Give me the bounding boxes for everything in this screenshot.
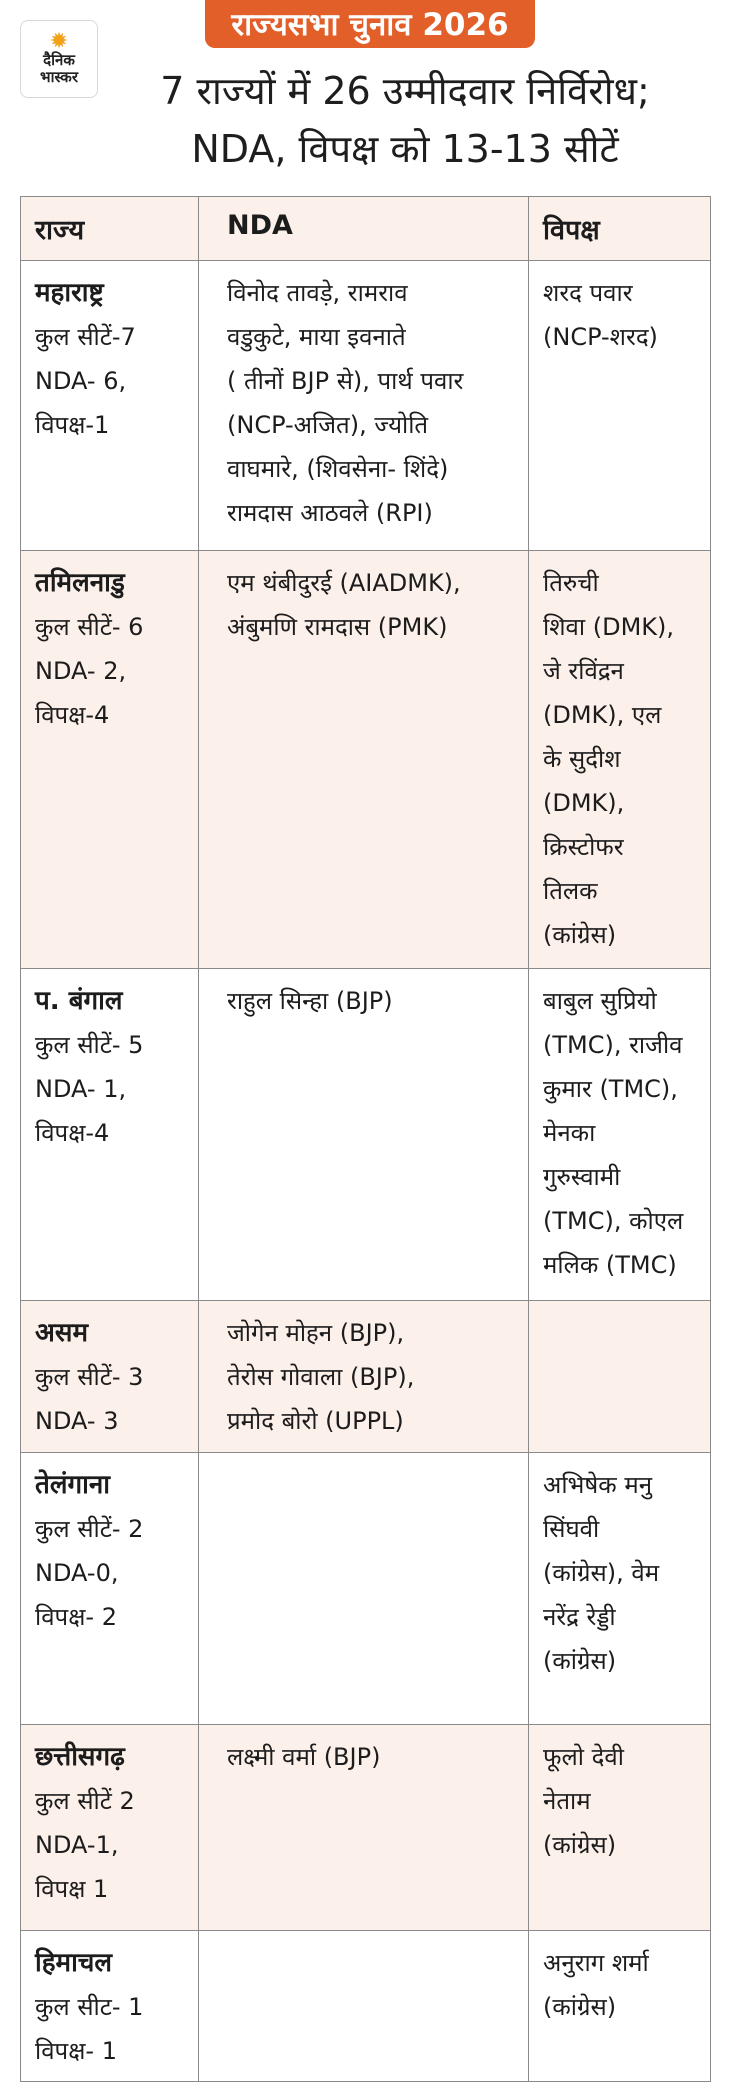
opposition-candidate-line: (TMC), राजीव [543, 1031, 683, 1059]
opposition-cell [529, 1453, 711, 1725]
opposition-cell [529, 1725, 711, 1931]
state-detail: विपक्ष-1 [35, 411, 110, 439]
opposition-candidate-line: जे रविंद्रन [543, 657, 624, 685]
opposition-candidate-line: (TMC), कोएल [543, 1207, 684, 1235]
opposition-candidate-line: शरद पवार [543, 279, 633, 307]
state-detail: NDA-1, [35, 1831, 119, 1859]
topic-tag: राज्यसभा चुनाव 2026 [205, 0, 535, 48]
opposition-candidate-line: कुमार (TMC), [543, 1075, 678, 1103]
nda-candidate-line: प्रमोद बोरो (UPPL) [227, 1407, 404, 1435]
state-name: हिमाचल [35, 1948, 112, 1978]
opposition-candidate-line: अभिषेक मनु [543, 1471, 653, 1499]
state-detail: NDA-0, [35, 1559, 119, 1587]
table-body [21, 261, 711, 2082]
header [0, 0, 730, 196]
opposition-candidate-line: अनुराग शर्मा [543, 1949, 649, 1977]
opposition-candidate-line: शिवा (DMK), [543, 613, 675, 641]
dainik-bhaskar-logo [20, 20, 98, 98]
nda-candidate-line: एम थंबीदुरई (AIADMK), [227, 569, 461, 597]
nda-cell [199, 969, 529, 1301]
opposition-candidate-line: (कांग्रेस), वेम [543, 1559, 660, 1587]
nda-cell [199, 261, 529, 551]
state-detail: NDA- 1, [35, 1075, 127, 1103]
state-name: असम [35, 1318, 88, 1348]
opposition-candidate-line: नेताम [543, 1787, 591, 1815]
nda-candidate-line: लक्ष्मी वर्मा (BJP) [227, 1743, 381, 1771]
state-detail: NDA- 6, [35, 367, 127, 395]
sun-icon: ✹ [49, 29, 69, 54]
state-detail: कुल सीटें-7 [35, 323, 136, 351]
state-detail: विपक्ष- 2 [35, 1603, 117, 1631]
nda-candidate-line: ( तीनों BJP से), पार्थ पवार [227, 367, 464, 395]
state-detail: NDA- 2, [35, 657, 127, 685]
table-row [21, 1453, 711, 1725]
nda-candidate-line: वडुकुटे, माया इवनाते [227, 323, 406, 351]
table-row [21, 1301, 711, 1453]
title-line-2: NDA, विपक्ष को 13-13 सीटें [191, 127, 619, 171]
opposition-candidate-line: (DMK), [543, 789, 625, 817]
state-name: तेलंगाना [35, 1470, 110, 1500]
opposition-candidate-line: (कांग्रेस) [543, 921, 617, 949]
table-row [21, 1931, 711, 2082]
state-name: छत्तीसगढ़ [35, 1742, 125, 1772]
nda-cell [199, 551, 529, 969]
header-nda: NDA [199, 197, 529, 261]
page-title [95, 62, 715, 178]
nda-candidate-line: वाघमारे, (शिवसेना- शिंदे) [227, 455, 449, 483]
logo-line-1: दैनिक [43, 51, 75, 69]
state-cell [21, 1301, 199, 1453]
state-detail: कुल सीटें- 6 [35, 613, 144, 641]
opposition-candidate-line: तिरुची [543, 569, 599, 597]
opposition-cell [529, 969, 711, 1301]
title-line-1: 7 राज्यों में 26 उम्मीदवार निर्विरोध; [160, 69, 650, 113]
state-detail: कुल सीटें- 3 [35, 1363, 144, 1391]
state-detail: विपक्ष-4 [35, 1119, 110, 1147]
opposition-candidate-line: (कांग्रेस) [543, 1647, 617, 1675]
opposition-cell [529, 1931, 711, 2082]
opposition-candidate-line: के सुदीश [543, 745, 621, 773]
logo-line-2: भास्कर [40, 68, 78, 86]
nda-cell [199, 1453, 529, 1725]
state-cell [21, 551, 199, 969]
table-row [21, 1725, 711, 1931]
state-name: प. बंगाल [35, 986, 123, 1016]
opposition-cell [529, 1301, 711, 1453]
state-cell [21, 969, 199, 1301]
opposition-candidate-line: मलिक (TMC) [543, 1251, 677, 1279]
table-row [21, 969, 711, 1301]
state-cell [21, 1453, 199, 1725]
opposition-candidate-line: नरेंद्र रेड्डी [543, 1603, 616, 1631]
opposition-candidate-line: सिंघवी [543, 1515, 600, 1543]
nda-candidate-line: तेरोस गोवाला (BJP), [227, 1363, 415, 1391]
opposition-cell [529, 261, 711, 551]
nda-candidate-line: रामदास आठवले (RPI) [227, 499, 433, 527]
nda-candidate-line: (NCP-अजित), ज्योति [227, 411, 429, 439]
opposition-candidate-line: मेनका [543, 1119, 596, 1147]
nda-cell [199, 1301, 529, 1453]
table-row [21, 551, 711, 969]
opposition-candidate-line: बाबुल सुप्रियो [543, 987, 657, 1015]
table-row [21, 261, 711, 551]
state-cell [21, 1725, 199, 1931]
nda-candidate-line: राहुल सिन्हा (BJP) [227, 987, 393, 1015]
state-cell [21, 261, 199, 551]
opposition-cell [529, 551, 711, 969]
header-state: राज्य [21, 197, 199, 261]
nda-candidate-line: अंबुमणि रामदास (PMK) [227, 613, 448, 641]
opposition-candidate-line: (कांग्रेस) [543, 1831, 617, 1859]
opposition-candidate-line: क्रिस्टोफर [543, 833, 624, 861]
states-table [20, 196, 711, 2082]
state-detail: NDA- 3 [35, 1407, 119, 1435]
state-detail: विपक्ष- 1 [35, 2037, 117, 2065]
opposition-candidate-line: तिलक [543, 877, 598, 905]
state-detail: विपक्ष-4 [35, 701, 110, 729]
opposition-candidate-line: गुरुस्वामी [543, 1163, 621, 1191]
state-name: तमिलनाडु [35, 568, 125, 598]
nda-cell [199, 1725, 529, 1931]
nda-candidate-line: जोगेन मोहन (BJP), [227, 1319, 405, 1347]
state-cell [21, 1931, 199, 2082]
state-detail: कुल सीटें- 2 [35, 1515, 144, 1543]
state-detail: कुल सीट- 1 [35, 1993, 144, 2021]
nda-candidate-line: विनोद तावड़े, रामराव [227, 279, 408, 307]
header-opposition: विपक्ष [529, 197, 711, 261]
state-detail: विपक्ष 1 [35, 1875, 109, 1903]
table-header-row [21, 197, 711, 261]
opposition-candidate-line: फूलो देवी [543, 1743, 624, 1771]
opposition-candidate-line: (कांग्रेस) [543, 1993, 617, 2021]
state-detail: कुल सीटें 2 [35, 1787, 135, 1815]
nda-cell [199, 1931, 529, 2082]
state-detail: कुल सीटें- 5 [35, 1031, 144, 1059]
opposition-candidate-line: (DMK), एल [543, 701, 662, 729]
opposition-candidate-line: (NCP-शरद) [543, 323, 658, 351]
state-name: महाराष्ट्र [35, 278, 104, 308]
